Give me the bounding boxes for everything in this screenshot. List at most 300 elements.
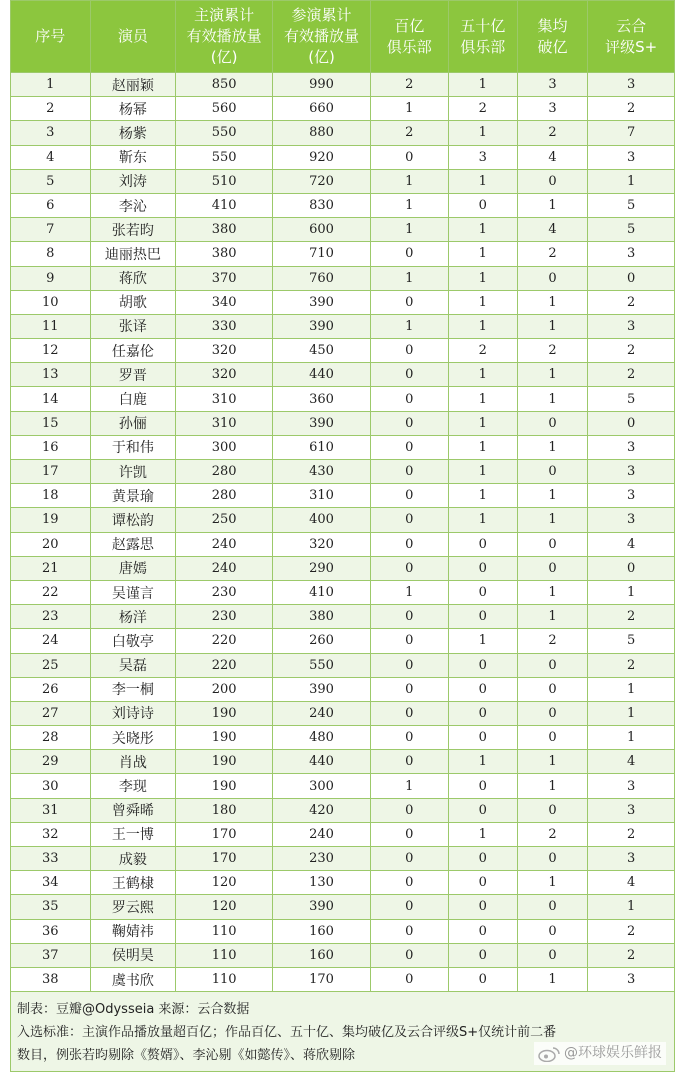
avg-100m-cell: 0	[517, 943, 587, 967]
actor-name-cell: 黄景瑜	[90, 484, 176, 508]
rank-cell: 34	[11, 871, 91, 895]
column-header-line: 集均	[537, 16, 568, 35]
column-header-line: 有效播放量	[186, 27, 262, 45]
table-row	[11, 97, 675, 121]
lead-views-cell: 110	[176, 943, 273, 967]
total-views-cell: 660	[273, 97, 371, 121]
table-row	[11, 218, 675, 242]
actor-name-cell: 靳东	[90, 145, 176, 169]
actor-name-cell: 李现	[90, 774, 176, 798]
table-row	[11, 193, 675, 217]
column-header	[273, 1, 371, 73]
club-100-cell: 0	[371, 339, 449, 363]
lead-views-cell: 120	[176, 871, 273, 895]
club-50-cell: 1	[448, 629, 517, 653]
lead-views-cell: 250	[176, 508, 273, 532]
club-50-cell: 1	[448, 169, 517, 193]
total-views-cell: 430	[273, 460, 371, 484]
club-100-cell: 1	[371, 193, 449, 217]
total-views-cell: 880	[273, 121, 371, 145]
actor-name-cell: 吴谨言	[90, 580, 176, 604]
yunhe-splus-cell: 5	[588, 193, 675, 217]
club-100-cell: 0	[371, 750, 449, 774]
avg-100m-cell: 0	[517, 411, 587, 435]
club-50-cell: 0	[448, 605, 517, 629]
table-row	[11, 871, 675, 895]
avg-100m-cell: 0	[517, 798, 587, 822]
actor-name-cell: 白敬亭	[90, 629, 176, 653]
club-100-cell: 0	[371, 798, 449, 822]
actor-name-cell: 关晓彤	[90, 726, 176, 750]
club-100-cell: 0	[371, 726, 449, 750]
column-header-line: 主演累计	[194, 6, 255, 24]
lead-views-cell: 370	[176, 266, 273, 290]
table-row	[11, 701, 675, 725]
actor-name-cell: 王鹤棣	[90, 871, 176, 895]
club-100-cell: 2	[371, 121, 449, 145]
yunhe-splus-cell: 5	[588, 629, 675, 653]
actor-ranking-table	[10, 0, 675, 992]
table-row	[11, 387, 675, 411]
club-100-cell: 0	[371, 822, 449, 846]
total-views-cell: 440	[273, 750, 371, 774]
club-50-cell: 2	[448, 97, 517, 121]
rank-cell: 23	[11, 605, 91, 629]
column-header	[448, 1, 517, 73]
club-100-cell: 2	[371, 73, 449, 97]
yunhe-splus-cell: 3	[588, 460, 675, 484]
rank-cell: 32	[11, 822, 91, 846]
table-row	[11, 605, 675, 629]
club-100-cell: 0	[371, 967, 449, 991]
club-100-cell: 0	[371, 242, 449, 266]
actor-name-cell: 王一博	[90, 822, 176, 846]
actor-name-cell: 赵露思	[90, 532, 176, 556]
avg-100m-cell: 1	[517, 774, 587, 798]
actor-name-cell: 任嘉伦	[90, 339, 176, 363]
club-100-cell: 0	[371, 532, 449, 556]
yunhe-splus-cell: 3	[588, 798, 675, 822]
column-header-line: 序号	[35, 27, 66, 45]
rank-cell: 16	[11, 435, 91, 459]
yunhe-splus-cell: 1	[588, 726, 675, 750]
avg-100m-cell: 2	[517, 822, 587, 846]
yunhe-splus-cell: 3	[588, 242, 675, 266]
yunhe-splus-cell: 2	[588, 653, 675, 677]
yunhe-splus-cell: 3	[588, 508, 675, 532]
yunhe-splus-cell: 4	[588, 871, 675, 895]
table-row	[11, 798, 675, 822]
avg-100m-cell: 2	[517, 242, 587, 266]
actor-name-cell: 曾舜晞	[90, 798, 176, 822]
column-header-line: 云合	[616, 16, 647, 35]
total-views-cell: 710	[273, 242, 371, 266]
column-header-line: 有效播放量	[284, 27, 360, 45]
rank-cell: 4	[11, 145, 91, 169]
club-100-cell: 0	[371, 653, 449, 677]
table-row	[11, 967, 675, 991]
yunhe-splus-cell: 5	[588, 387, 675, 411]
lead-views-cell: 850	[176, 73, 273, 97]
total-views-cell: 290	[273, 556, 371, 580]
table-row	[11, 435, 675, 459]
lead-views-cell: 300	[176, 435, 273, 459]
club-100-cell: 0	[371, 145, 449, 169]
column-header	[517, 1, 587, 73]
lead-views-cell: 200	[176, 677, 273, 701]
rank-cell: 9	[11, 266, 91, 290]
avg-100m-cell: 0	[517, 266, 587, 290]
lead-views-cell: 110	[176, 967, 273, 991]
table-row	[11, 484, 675, 508]
lead-views-cell: 190	[176, 726, 273, 750]
club-50-cell: 0	[448, 919, 517, 943]
club-50-cell: 1	[448, 387, 517, 411]
table-row	[11, 653, 675, 677]
yunhe-splus-cell: 2	[588, 943, 675, 967]
club-50-cell: 1	[448, 411, 517, 435]
table-row	[11, 363, 675, 387]
actor-name-cell: 杨幂	[90, 97, 176, 121]
total-views-cell: 360	[273, 387, 371, 411]
actor-name-cell: 谭松韵	[90, 508, 176, 532]
club-50-cell: 1	[448, 266, 517, 290]
club-100-cell: 0	[371, 363, 449, 387]
table-row	[11, 242, 675, 266]
table-row	[11, 532, 675, 556]
lead-views-cell: 380	[176, 218, 273, 242]
avg-100m-cell: 1	[517, 435, 587, 459]
avg-100m-cell: 1	[517, 580, 587, 604]
lead-views-cell: 560	[176, 97, 273, 121]
actor-name-cell: 鞠婧祎	[90, 919, 176, 943]
lead-views-cell: 230	[176, 605, 273, 629]
table-header-row	[11, 1, 675, 73]
club-100-cell: 0	[371, 508, 449, 532]
column-header-line: 评级S+	[605, 37, 658, 56]
club-50-cell: 0	[448, 967, 517, 991]
avg-100m-cell: 0	[517, 169, 587, 193]
avg-100m-cell: 2	[517, 629, 587, 653]
rank-cell: 21	[11, 556, 91, 580]
lead-views-cell: 240	[176, 532, 273, 556]
club-100-cell: 0	[371, 847, 449, 871]
weibo-watermark	[534, 1042, 666, 1065]
avg-100m-cell: 0	[517, 726, 587, 750]
table-row	[11, 121, 675, 145]
club-50-cell: 1	[448, 121, 517, 145]
yunhe-splus-cell: 2	[588, 363, 675, 387]
club-50-cell: 1	[448, 484, 517, 508]
rank-cell: 13	[11, 363, 91, 387]
rank-cell: 8	[11, 242, 91, 266]
column-header-line: (亿)	[308, 48, 335, 66]
total-views-cell: 480	[273, 726, 371, 750]
yunhe-splus-cell: 1	[588, 580, 675, 604]
avg-100m-cell: 0	[517, 919, 587, 943]
rank-cell: 20	[11, 532, 91, 556]
yunhe-splus-cell: 2	[588, 822, 675, 846]
club-50-cell: 1	[448, 242, 517, 266]
club-100-cell: 0	[371, 701, 449, 725]
total-views-cell: 760	[273, 266, 371, 290]
total-views-cell: 720	[273, 169, 371, 193]
actor-name-cell: 张若昀	[90, 218, 176, 242]
actor-name-cell: 虞书欣	[90, 967, 176, 991]
avg-100m-cell: 4	[517, 145, 587, 169]
club-100-cell: 0	[371, 871, 449, 895]
lead-views-cell: 220	[176, 653, 273, 677]
lead-views-cell: 340	[176, 290, 273, 314]
club-50-cell: 2	[448, 339, 517, 363]
total-views-cell: 410	[273, 580, 371, 604]
avg-100m-cell: 1	[517, 967, 587, 991]
club-100-cell: 0	[371, 435, 449, 459]
column-header-line: 百亿	[394, 16, 425, 35]
yunhe-splus-cell: 3	[588, 967, 675, 991]
actor-name-cell: 李一桐	[90, 677, 176, 701]
column-header	[176, 1, 273, 73]
rank-cell: 17	[11, 460, 91, 484]
rank-cell: 14	[11, 387, 91, 411]
table-row	[11, 943, 675, 967]
club-50-cell: 0	[448, 653, 517, 677]
club-50-cell: 0	[448, 895, 517, 919]
table-row	[11, 726, 675, 750]
actor-name-cell: 刘涛	[90, 169, 176, 193]
club-50-cell: 0	[448, 726, 517, 750]
club-100-cell: 1	[371, 774, 449, 798]
avg-100m-cell: 3	[517, 73, 587, 97]
lead-views-cell: 330	[176, 314, 273, 338]
table-row	[11, 580, 675, 604]
avg-100m-cell: 0	[517, 895, 587, 919]
club-50-cell: 1	[448, 750, 517, 774]
footer-criteria-cont: 数目，例张若昀剔除《赘婿》、李沁剔《如懿传》、蒋欣剔除	[17, 1048, 356, 1064]
total-views-cell: 830	[273, 193, 371, 217]
total-views-cell: 160	[273, 919, 371, 943]
yunhe-splus-cell: 4	[588, 532, 675, 556]
club-50-cell: 3	[448, 145, 517, 169]
total-views-cell: 550	[273, 653, 371, 677]
rank-cell: 19	[11, 508, 91, 532]
actor-name-cell: 肖战	[90, 750, 176, 774]
club-100-cell: 1	[371, 266, 449, 290]
lead-views-cell: 550	[176, 145, 273, 169]
table-row	[11, 314, 675, 338]
rank-cell: 35	[11, 895, 91, 919]
club-50-cell: 1	[448, 314, 517, 338]
yunhe-splus-cell: 3	[588, 847, 675, 871]
lead-views-cell: 320	[176, 339, 273, 363]
club-100-cell: 1	[371, 580, 449, 604]
yunhe-splus-cell: 4	[588, 750, 675, 774]
total-views-cell: 990	[273, 73, 371, 97]
rank-cell: 26	[11, 677, 91, 701]
lead-views-cell: 220	[176, 629, 273, 653]
club-100-cell: 1	[371, 169, 449, 193]
rank-cell: 31	[11, 798, 91, 822]
club-50-cell: 0	[448, 847, 517, 871]
rank-cell: 29	[11, 750, 91, 774]
club-50-cell: 0	[448, 193, 517, 217]
actor-name-cell: 胡歌	[90, 290, 176, 314]
club-100-cell: 1	[371, 97, 449, 121]
lead-views-cell: 510	[176, 169, 273, 193]
rank-cell: 24	[11, 629, 91, 653]
yunhe-splus-cell: 3	[588, 484, 675, 508]
actor-name-cell: 杨紫	[90, 121, 176, 145]
total-views-cell: 450	[273, 339, 371, 363]
lead-views-cell: 230	[176, 580, 273, 604]
avg-100m-cell: 1	[517, 750, 587, 774]
rank-cell: 38	[11, 967, 91, 991]
column-header-line: 演员	[117, 27, 148, 45]
column-header	[90, 1, 176, 73]
avg-100m-cell: 1	[517, 314, 587, 338]
club-50-cell: 0	[448, 701, 517, 725]
actor-name-cell: 罗晋	[90, 363, 176, 387]
yunhe-splus-cell: 2	[588, 290, 675, 314]
avg-100m-cell: 1	[517, 290, 587, 314]
column-header-line: 参演累计	[291, 6, 352, 24]
club-50-cell: 1	[448, 218, 517, 242]
rank-cell: 22	[11, 580, 91, 604]
yunhe-splus-cell: 0	[588, 266, 675, 290]
total-views-cell: 160	[273, 943, 371, 967]
avg-100m-cell: 1	[517, 484, 587, 508]
table-body	[11, 73, 675, 992]
club-100-cell: 0	[371, 387, 449, 411]
yunhe-splus-cell: 2	[588, 339, 675, 363]
club-100-cell: 0	[371, 484, 449, 508]
club-50-cell: 1	[448, 435, 517, 459]
club-50-cell: 1	[448, 460, 517, 484]
lead-views-cell: 280	[176, 460, 273, 484]
yunhe-splus-cell: 7	[588, 121, 675, 145]
total-views-cell: 310	[273, 484, 371, 508]
table-row	[11, 677, 675, 701]
yunhe-splus-cell: 3	[588, 314, 675, 338]
table-row	[11, 266, 675, 290]
avg-100m-cell: 2	[517, 339, 587, 363]
actor-name-cell: 于和伟	[90, 435, 176, 459]
rank-cell: 30	[11, 774, 91, 798]
actor-name-cell: 孙俪	[90, 411, 176, 435]
avg-100m-cell: 1	[517, 508, 587, 532]
actor-name-cell: 罗云熙	[90, 895, 176, 919]
actor-name-cell: 成毅	[90, 847, 176, 871]
yunhe-splus-cell: 3	[588, 774, 675, 798]
yunhe-splus-cell: 3	[588, 145, 675, 169]
column-header	[588, 1, 675, 73]
table-row	[11, 919, 675, 943]
actor-name-cell: 许凯	[90, 460, 176, 484]
actor-name-cell: 赵丽颖	[90, 73, 176, 97]
avg-100m-cell: 4	[517, 218, 587, 242]
column-header-line: 俱乐部	[386, 37, 432, 56]
club-50-cell: 0	[448, 580, 517, 604]
table-row	[11, 460, 675, 484]
avg-100m-cell: 3	[517, 97, 587, 121]
total-views-cell: 400	[273, 508, 371, 532]
footer-criteria: 入选标准：主演作品播放量超百亿；作品百亿、五十亿、集均破亿及云合评级S+仅统计前二番	[17, 1025, 557, 1041]
column-header-line: (亿)	[210, 48, 238, 66]
avg-100m-cell: 0	[517, 532, 587, 556]
club-100-cell: 1	[371, 218, 449, 242]
lead-views-cell: 410	[176, 193, 273, 217]
lead-views-cell: 240	[176, 556, 273, 580]
yunhe-splus-cell: 5	[588, 218, 675, 242]
total-views-cell: 240	[273, 701, 371, 725]
yunhe-splus-cell: 2	[588, 605, 675, 629]
lead-views-cell: 110	[176, 919, 273, 943]
watermark-text: @环球娱乐鲜报	[564, 1045, 662, 1062]
actor-name-cell: 杨洋	[90, 605, 176, 629]
total-views-cell: 390	[273, 677, 371, 701]
club-100-cell: 0	[371, 460, 449, 484]
actor-name-cell: 侯明昊	[90, 943, 176, 967]
rank-cell: 27	[11, 701, 91, 725]
yunhe-splus-cell: 3	[588, 73, 675, 97]
club-100-cell: 0	[371, 629, 449, 653]
avg-100m-cell: 1	[517, 871, 587, 895]
table-row	[11, 339, 675, 363]
total-views-cell: 130	[273, 871, 371, 895]
lead-views-cell: 170	[176, 822, 273, 846]
avg-100m-cell: 1	[517, 363, 587, 387]
total-views-cell: 380	[273, 605, 371, 629]
column-header-line: 破亿	[537, 37, 568, 56]
total-views-cell: 600	[273, 218, 371, 242]
total-views-cell: 240	[273, 822, 371, 846]
total-views-cell: 920	[273, 145, 371, 169]
rank-cell: 25	[11, 653, 91, 677]
lead-views-cell: 320	[176, 363, 273, 387]
avg-100m-cell: 0	[517, 653, 587, 677]
lead-views-cell: 380	[176, 242, 273, 266]
total-views-cell: 390	[273, 314, 371, 338]
lead-views-cell: 190	[176, 750, 273, 774]
table-row	[11, 411, 675, 435]
rank-cell: 37	[11, 943, 91, 967]
yunhe-splus-cell: 1	[588, 701, 675, 725]
avg-100m-cell: 0	[517, 460, 587, 484]
total-views-cell: 440	[273, 363, 371, 387]
ranking-sheet	[10, 0, 675, 1077]
club-100-cell: 0	[371, 605, 449, 629]
table-row	[11, 508, 675, 532]
avg-100m-cell: 1	[517, 605, 587, 629]
table-row	[11, 290, 675, 314]
actor-name-cell: 刘诗诗	[90, 701, 176, 725]
lead-views-cell: 280	[176, 484, 273, 508]
yunhe-splus-cell: 2	[588, 97, 675, 121]
yunhe-splus-cell: 1	[588, 895, 675, 919]
yunhe-splus-cell: 3	[588, 435, 675, 459]
lead-views-cell: 190	[176, 701, 273, 725]
weibo-icon	[538, 1046, 560, 1062]
club-50-cell: 1	[448, 73, 517, 97]
club-50-cell: 0	[448, 774, 517, 798]
club-100-cell: 0	[371, 919, 449, 943]
table-row	[11, 847, 675, 871]
total-views-cell: 230	[273, 847, 371, 871]
club-100-cell: 0	[371, 943, 449, 967]
club-100-cell: 1	[371, 314, 449, 338]
column-header-line: 五十亿	[460, 16, 506, 35]
table-row	[11, 556, 675, 580]
